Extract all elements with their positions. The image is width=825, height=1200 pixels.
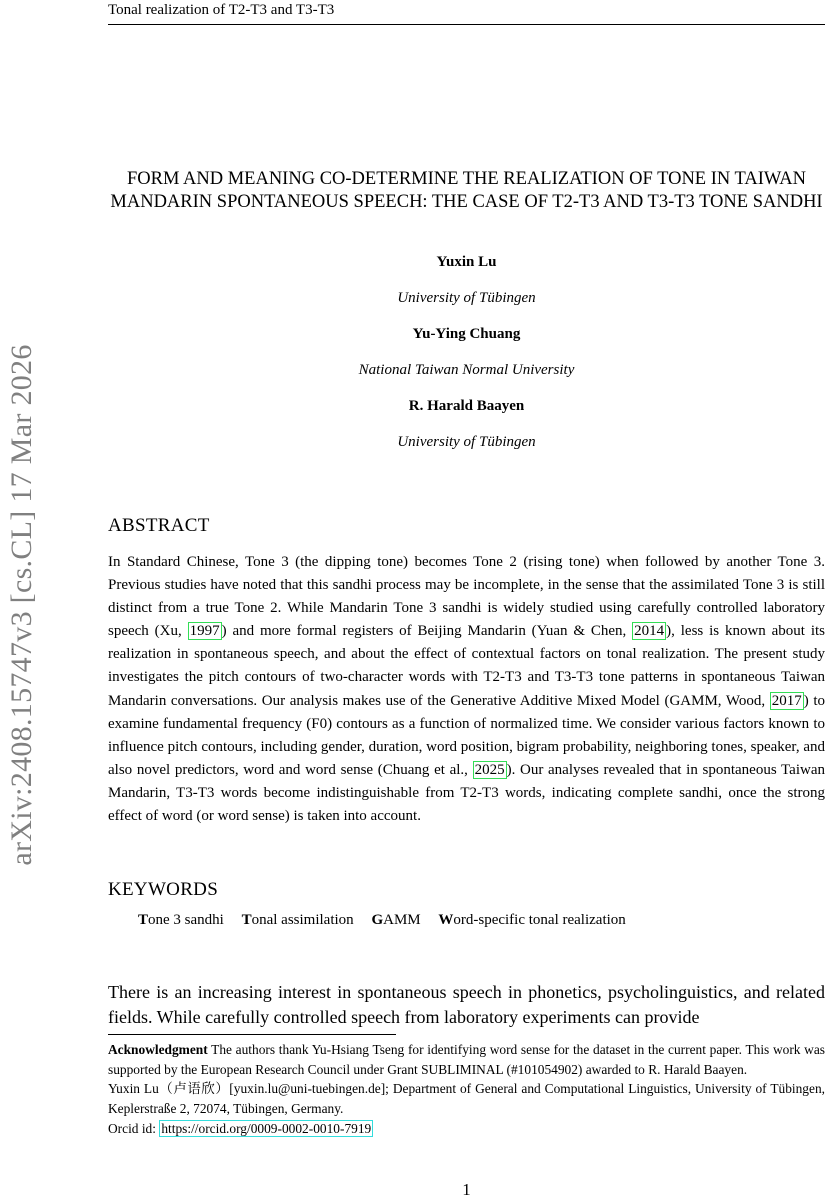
orcid-line: Orcid id: https://orcid.org/0009-0002-0010-7919 <box>108 1120 372 1136</box>
keywords-list <box>138 912 640 929</box>
running-header <box>108 0 825 25</box>
keyword: Tonal assimilation <box>241 912 354 928</box>
author-affiliation: University of Tübingen <box>397 290 536 306</box>
citation-link[interactable]: 2017 <box>771 692 802 709</box>
author-affiliation: University of Tübingen <box>397 434 536 450</box>
page-number: 1 <box>462 1180 471 1199</box>
citation-link[interactable]: 2025 <box>474 761 505 778</box>
author-name: R. Harald Baayen <box>408 398 525 414</box>
keyword: Word-specific tonal realization <box>438 912 626 928</box>
author-affiliation: National Taiwan Normal University <box>358 362 575 378</box>
author-contact: Yuxin Lu（卢语欣）[yuxin.lu@uni-tuebingen.de]; Department of General and Computational Linguistics, University of Tübingen, Keplerstraße 2, 72074, Tübingen, Germany. <box>108 1081 825 1117</box>
acknowledgment: Acknowledgment The authors thank Yu-Hsiang Tseng for identifying word sense for the dataset in the current paper. This work was supported by the European Research Council under Grant SUBLIMINAL (#101054902) awarded to R. Harald Baayen. <box>108 1042 825 1077</box>
abstract-text: In Standard Chinese, Tone 3 (the dipping tone) becomes Tone 2 (rising tone) when followed by another Tone 3. Previous studies have noted that this sandhi process may be incomplete, in the sense that the assimilated Tone 3 is still distinct from a true Tone 2. While Mandarin Tone 3 sandhi is widely studied using carefully controlled laboratory speech (Xu, 1997 ) and more formal registers of Beijing Mandarin (Yuan & Chen, 2014 ), less is known about its realization in spontaneous speech, and about the effect of contextual factors on tonal realization. The present study investigates the pitch contours of two-character words with T2-T3 and T3-T3 tone patterns in spontaneous Taiwan Mandarin conversations. Our analysis makes use of the Generative Additive Mixed Model (GAMM, Wood, 2017 ) to examine fundamental frequency (F0) contours as a function of normalized time. We consider various factors known to influence pitch contours, including gender, duration, word position, bigram probability, neighboring tones, speaker, and also novel predictors, word and word sense (Chuang et al., 2025 ). Our analyses revealed that in spontaneous Taiwan Mandarin, T3-T3 words become indistinguishable from T2-T3 words, indicating complete sandhi, once the strong effect of word (or word sense) is taken into account. <box>108 554 825 825</box>
author-name: Yu-Ying Chuang <box>412 326 521 342</box>
paper-title: FORM AND MEANING CO-DETERMINE THE REALIZATION OF TONE IN TAIWAN MANDARIN SPONTANEOUS SPEECH: THE CASE OF T2-T3 AND T3-T3 TONE SANDHI <box>110 169 823 212</box>
arxiv-identifier-text: arXiv:2408.15747v3 [cs.CL] 17 Mar 2026 <box>5 344 38 866</box>
footnote-divider <box>108 1034 396 1035</box>
keyword: GAMM <box>371 912 421 928</box>
author-name: Yuxin Lu <box>436 254 497 270</box>
abstract-heading: ABSTRACT <box>108 515 210 536</box>
intro-paragraph: There is an increasing interest in spontaneous speech in phonetics, psycholinguistics, and related fields. While carefully controlled speech from laboratory experiments can provide <box>108 982 825 1027</box>
running-title: Tonal realization of T2-T3 and T3-T3 <box>108 2 335 18</box>
citation-link[interactable]: 1997 <box>189 623 220 640</box>
keywords-heading: KEYWORDS <box>108 879 219 900</box>
orcid-link[interactable]: https://orcid.org/0009-0002-0010-7919 <box>161 1120 372 1136</box>
citation-link[interactable]: 2014 <box>634 623 665 640</box>
footnote <box>108 1040 825 1139</box>
arxiv-identifier <box>2 320 42 890</box>
keyword: Tone 3 sandhi <box>138 912 224 928</box>
